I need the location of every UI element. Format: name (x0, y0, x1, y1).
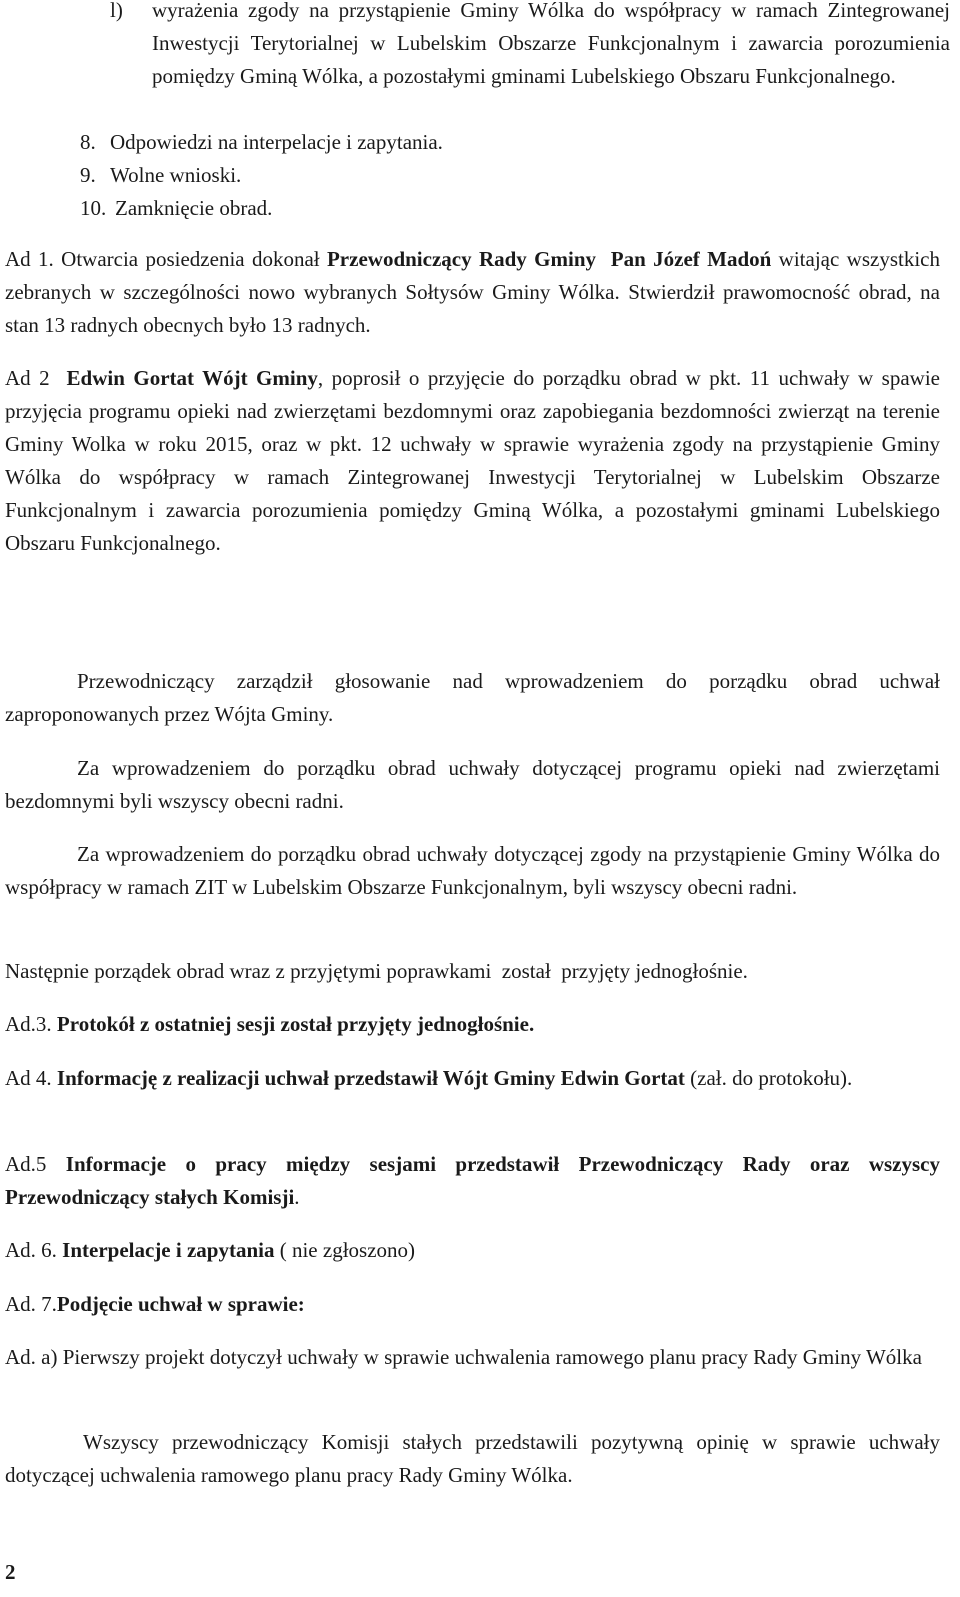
ad7-prefix: Ad. 7. (5, 1292, 57, 1316)
ad3-bold: Protokół z ostatniej sesji został przyjęty jednogłośnie. (56, 1012, 535, 1036)
ad1-prefix: Ad 1. Otwarcia posiedzenia dokonał (5, 247, 327, 271)
ad1-rest: witając wszystkich zebranych w szczególności nowo wybranych Sołtysów Gminy Wólka. Stwierdził prawomocność obrad, na stan 13 radnych obecnych było 13 radnych. (5, 247, 940, 337)
adopted-paragraph: Następnie porządek obrad wraz z przyjętymi poprawkami został przyjęty jednogłośnie. (5, 959, 748, 983)
ad4-rest: (zał. do protokołu). (684, 1066, 853, 1090)
ad6-rest: ( nie zgłoszono) (274, 1238, 416, 1262)
agenda-item-8 (80, 126, 960, 159)
ad2-mayor: Edwin Gortat Wójt Gminy (66, 366, 318, 390)
agenda-item-number: 9. (80, 163, 96, 187)
ad1-chairman: Przewodniczący Rady Gminy Pan Józef Madoń (326, 247, 772, 271)
vote-1-paragraph: Za wprowadzeniem do porządku obrad uchwały dotyczącej programu opieki nad zwierzętami bezdomnymi byli wszyscy obecni radni. (5, 756, 940, 813)
agenda-item-text: Odpowiedzi na interpelacje i zapytania. (110, 130, 443, 154)
agenda-item-number: 8. (80, 130, 96, 154)
agenda-item-9 (80, 159, 960, 192)
page-number: 2 (5, 1560, 16, 1584)
ad5-paragraph (5, 1148, 940, 1214)
ad4-prefix: Ad 4. (5, 1066, 57, 1090)
agenda-item-text: wyrażenia zgody na przystąpienie Gminy Wólka do współpracy w ramach Zintegrowanej Inwestycji Terytorialnej w Lubelskim Obszarze Funkcjonalnym i zawarcia porozumienia pomiędzy Gminą Wólka, a pozostałymi gminami Lubelskiego Obszaru Funkcjonalnego. (152, 0, 950, 88)
ad5-prefix: Ad.5 (5, 1152, 66, 1176)
agenda-item-number: 10. (80, 196, 107, 220)
agenda-item-marker: l) (110, 0, 123, 22)
ad6-prefix: Ad. 6. (5, 1238, 63, 1262)
ad7-bold: Podjęcie uchwał w sprawie: (56, 1292, 305, 1316)
vote-intro-paragraph: Przewodniczący zarządził głosowanie nad wprowadzeniem do porządku obrad uchwał zaproponowanych przez Wójta Gminy. (5, 669, 940, 726)
ad6-paragraph (5, 1234, 940, 1267)
ad2-rest: , poprosił o przyjęcie do porządku obrad w pkt. 11 uchwały w spawie przyjęcia programu opieki nad zwierzętami bezdomnymi oraz zapobiegania bezdomności zwierząt na terenie Gminy Wolka w roku 2015, oraz w pkt. 12 uchwały w sprawie wyrażenia zgody na przystąpienie Gminy Wólka do współpracy w ramach Zintegrowanej Inwestycji Terytorialnej w Lubelskim Obszarze Funkcjonalnym i zawarcia porozumienia pomiędzy Gminą Wólka, a pozostałymi gminami Lubelskiego Obszaru Funkcjonalnego. (5, 366, 940, 555)
ad5-bold: Informacje o pracy między sesjami przedstawił Przewodniczący Rady oraz wszyscy Przewodniczący stałych Komisji (5, 1152, 940, 1209)
ad4-paragraph (5, 1062, 940, 1095)
opinion-paragraph: Wszyscy przewodniczący Komisji stałych przedstawili pozytywną opinię w sprawie uchwały dotyczącej uchwalenia ramowego planu pracy Rady Gminy Wólka. (5, 1430, 940, 1487)
ad1-paragraph (5, 243, 940, 342)
ad2-prefix: Ad 2 (5, 366, 67, 390)
ad4-bold: Informację z realizacji uchwał przedstawił Wójt Gminy Edwin Gortat (56, 1066, 685, 1090)
ad2-paragraph (5, 362, 940, 560)
agenda-item-text: Wolne wnioski. (110, 163, 242, 187)
vote-2-paragraph: Za wprowadzeniem do porządku obrad uchwały dotyczącej zgody na przystąpienie Gminy Wólka do współpracy w ramach ZIT w Lubelskim Obszarze Funkcjonalnym, byli wszyscy obecni radni. (5, 842, 940, 899)
ad3-prefix: Ad.3. (5, 1012, 57, 1036)
ad6-bold: Interpelacje i zapytania (62, 1238, 275, 1262)
ad7a-paragraph: Ad. a) Pierwszy projekt dotyczył uchwały w sprawie uchwalenia ramowego planu pracy Rady Gminy Wólka (5, 1345, 922, 1369)
agenda-item-10 (80, 192, 960, 225)
ad3-paragraph (5, 1008, 940, 1041)
ad5-rest: . (294, 1185, 300, 1209)
agenda-item-text: Zamknięcie obrad. (115, 196, 273, 220)
ad7-paragraph (5, 1288, 940, 1321)
